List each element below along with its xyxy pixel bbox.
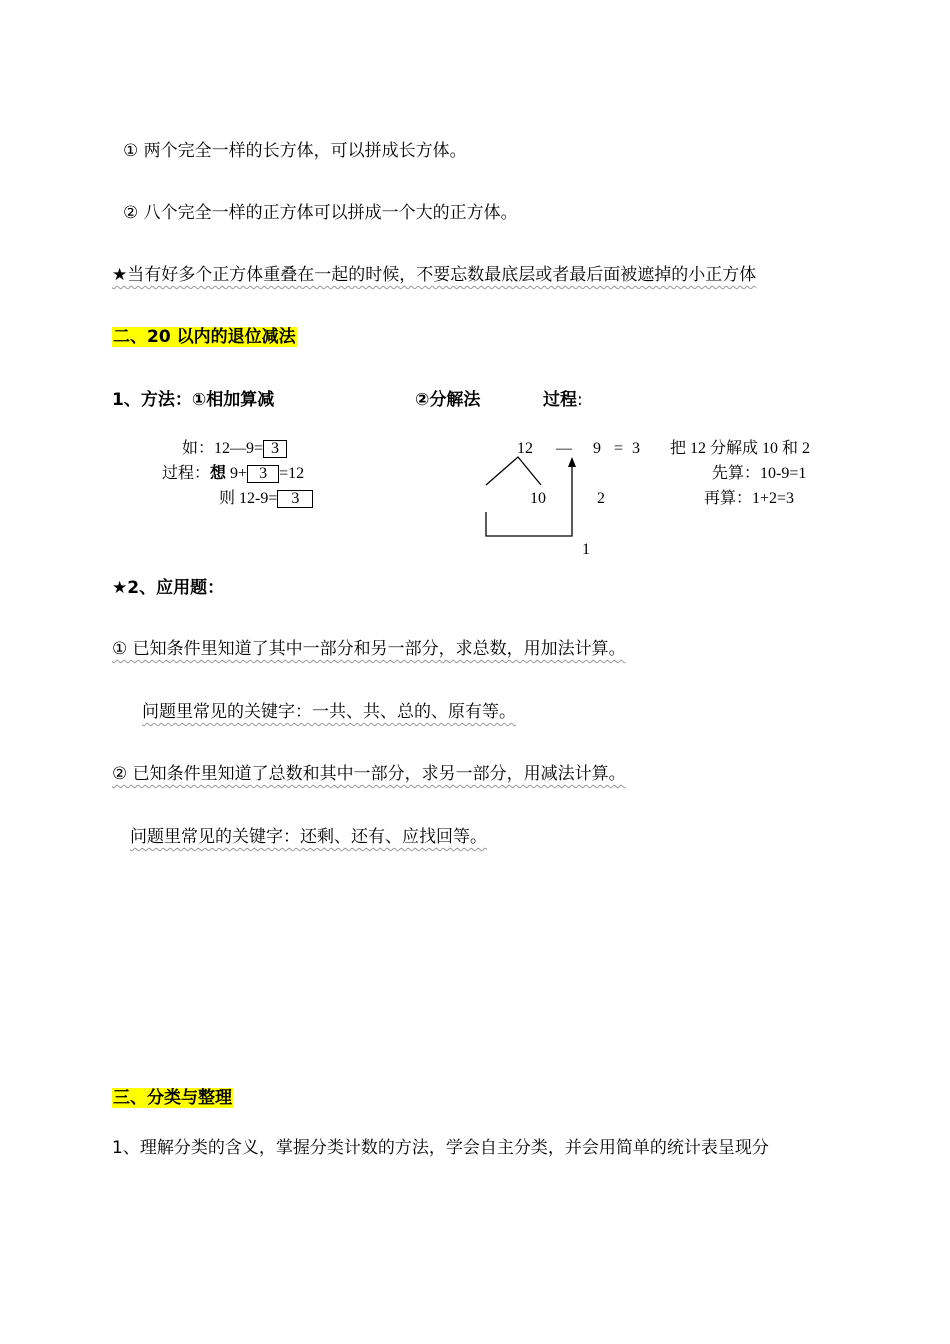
decomp-1: 1 <box>582 541 590 558</box>
word-problem-title: ★2、应用题： <box>112 578 225 598</box>
decomposition-lines <box>480 455 600 540</box>
example-line3 <box>219 489 313 509</box>
note-cube: ② 八个完全一样的正方体可以拼成一个大的正方体。 <box>123 203 518 223</box>
classification-item: 1、理解分类的含义，掌握分类计数的方法，学会自主分类，并会用简单的统计表呈现分 <box>112 1138 769 1158</box>
section2-heading-text: 二、20 以内的退位减法 <box>113 327 296 347</box>
example-line2-text: 9+ <box>226 465 248 482</box>
example-line3-text: 则 12-9= <box>219 490 278 507</box>
bracket-line <box>486 465 572 536</box>
example-line1-text: 如：12—9= <box>182 440 264 457</box>
example-line2-think: 想 <box>210 465 227 482</box>
decomp-2: 2 <box>597 490 605 507</box>
example-line2-label: 过程： <box>162 465 211 482</box>
example-line2-suffix: =12 <box>279 465 305 482</box>
decomp-desc1: 把 12 分解成 10 和 2 <box>670 440 811 457</box>
decomp-10: 10 <box>530 490 546 507</box>
decomp-equals: = <box>614 440 624 457</box>
example-line2 <box>162 464 304 484</box>
process-title: 过程 <box>543 390 577 410</box>
process-title-wrap <box>543 388 583 412</box>
word-problem-1: ① 已知条件里知道了其中一部分和另一部分，求总数，用加法计算。 <box>112 639 626 659</box>
keywords-2: 问题里常见的关键字：还剩、还有、应找回等。 <box>130 827 487 847</box>
answer-box: 3 <box>247 465 279 483</box>
answer-box: 3 <box>277 490 313 508</box>
decomp-minus: — <box>556 440 572 457</box>
decomp-desc2: 先算：10-9=1 <box>712 465 807 482</box>
decomp-9: 9 <box>593 440 601 457</box>
decomp-desc3: 再算：1+2=3 <box>704 490 795 507</box>
section3-heading <box>112 1086 233 1110</box>
answer-box: 3 <box>263 440 287 458</box>
word-problem-2: ② 已知条件里知道了总数和其中一部分，求另一部分，用减法计算。 <box>112 764 626 784</box>
decomp-12: 12 <box>517 440 533 457</box>
star-note: ★当有好多个正方体重叠在一起的时候，不要忘数最底层或者最后面被遮掉的小正方体 <box>112 265 757 285</box>
decomp-3: 3 <box>632 440 640 457</box>
method-title: 1、方法：①相加算减 <box>112 390 275 410</box>
process-colon: : <box>577 390 583 410</box>
method2-title: ②分解法 <box>415 390 481 410</box>
section3-heading-text: 三、分类与整理 <box>113 1088 232 1108</box>
split-lines <box>486 457 541 485</box>
note-cuboid: ① 两个完全一样的长方体，可以拼成长方体。 <box>123 141 467 161</box>
section2-heading <box>112 325 297 349</box>
example-line1 <box>182 439 287 459</box>
keywords-1: 问题里常见的关键字：一共、共、总的、原有等。 <box>142 702 516 722</box>
arrow-head-icon <box>568 457 576 467</box>
